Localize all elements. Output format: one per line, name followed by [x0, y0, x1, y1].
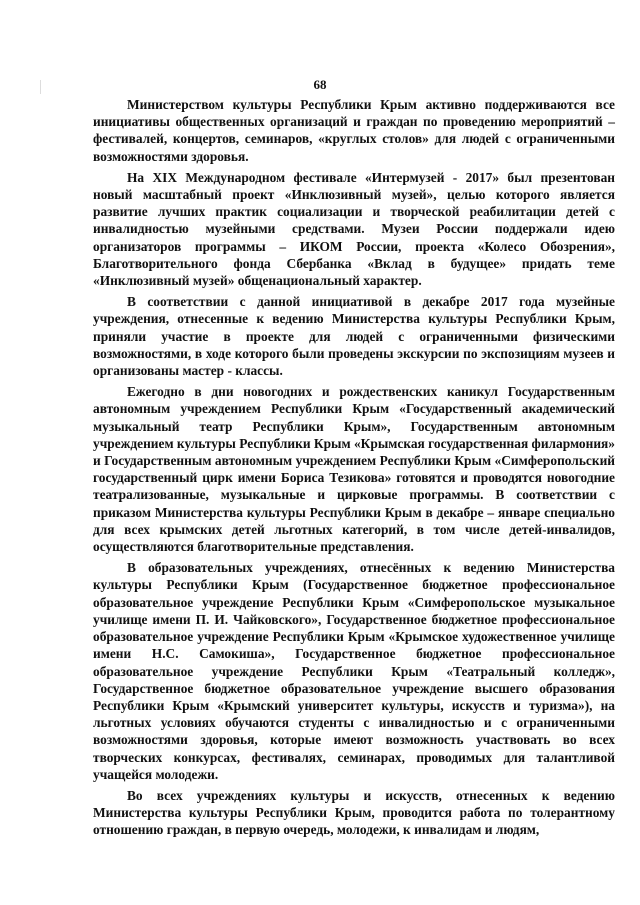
page-number: 68 [313, 77, 327, 92]
paragraph-4: Ежегодно в дни новогодних и рождественских каникул Государственным автономным учреждением Республики Крым «Государственный академический музыкальный театр Республики Крым», Государственным автономным учреждением культуры Республики Крым «Крымская государственная филармония» и Государственным автономным учреждением Республики Крым «Симферопольский государственный цирк имени Бориса Тезикова» готовятся и проводятся новогодние театрализованные, музыкальные и цирковые программы. В соответствии с приказом Министерства культуры Республики Крым в декабре – январе специально для всех крымских детей льготных категорий, в том числе детей-инвалидов, осуществляются благотворительные представления. [93, 384, 615, 555]
paragraph-1: Министерством культуры Республики Крым активно поддерживаются все инициативы общественных организаций и граждан по проведению мероприятий – фестивалей, концертов, семинаров, «круглых столов» для людей с ограниченными возможностями здоровья. [93, 97, 615, 164]
paragraph-2: На XIX Международном фестивале «Интермузей - 2017» был презентован новый масштабный проект «Инклюзивный музей», целью которого является развитие лучших практик социализации и творческой реабилитации детей с инвалидностью музейными средствами. Музеи России поддержали идею организаторов программы – ИКОМ России, проекта «Колесо Обозрения», Благотворительного фонда Сбербанка «Вклад в будущее» придать теме «Инклюзивный музей» общенациональный характер. [93, 169, 615, 289]
body-text [93, 96, 615, 843]
paragraph-6: Во всех учреждениях культуры и искусств, отнесенных к ведению Министерства культуры Республики Крым, проводится работа по толерантному отношению граждан, в первую очередь, молодежи, к инвалидам и людям, [93, 787, 615, 838]
paragraph-5: В образовательных учреждениях, отнесённых к ведению Министерства культуры Республики Крым (Государственное бюджетное профессиональное образовательное учреждение Республики Крым «Симферопольское музыкальное училище имени П. И. Чайковского», Государственное бюджетное профессиональное образовательное учреждение Республики Крым «Крымское художественное училище имени Н.С. Самокиша», Государственное бюджетное профессиональное образовательное учреждение Республики Крым «Театральный колледж», Государственное бюджетное образовательное учреждение высшего образования Республики Крым «Крымский университет культуры, искусств и туризма»), на льготных условиях обучаются студенты с инвалидностью и с ограниченными возможностями здоровья, которые имеют возможность участвовать во всех творческих конкурсах, фестивалях, семинарах, проводимых для талантливой учащейся молодежи. [93, 560, 615, 782]
paragraph-3: В соответствии с данной инициативой в декабре 2017 года музейные учреждения, отнесенные к ведению Министерства культуры Республики Крым, приняли участие в проекте для людей с ограниченными физическими возможностями, в ходе которого были проведены экскурсии по экспозициям музеев и организованы мастер - классы. [93, 294, 615, 379]
